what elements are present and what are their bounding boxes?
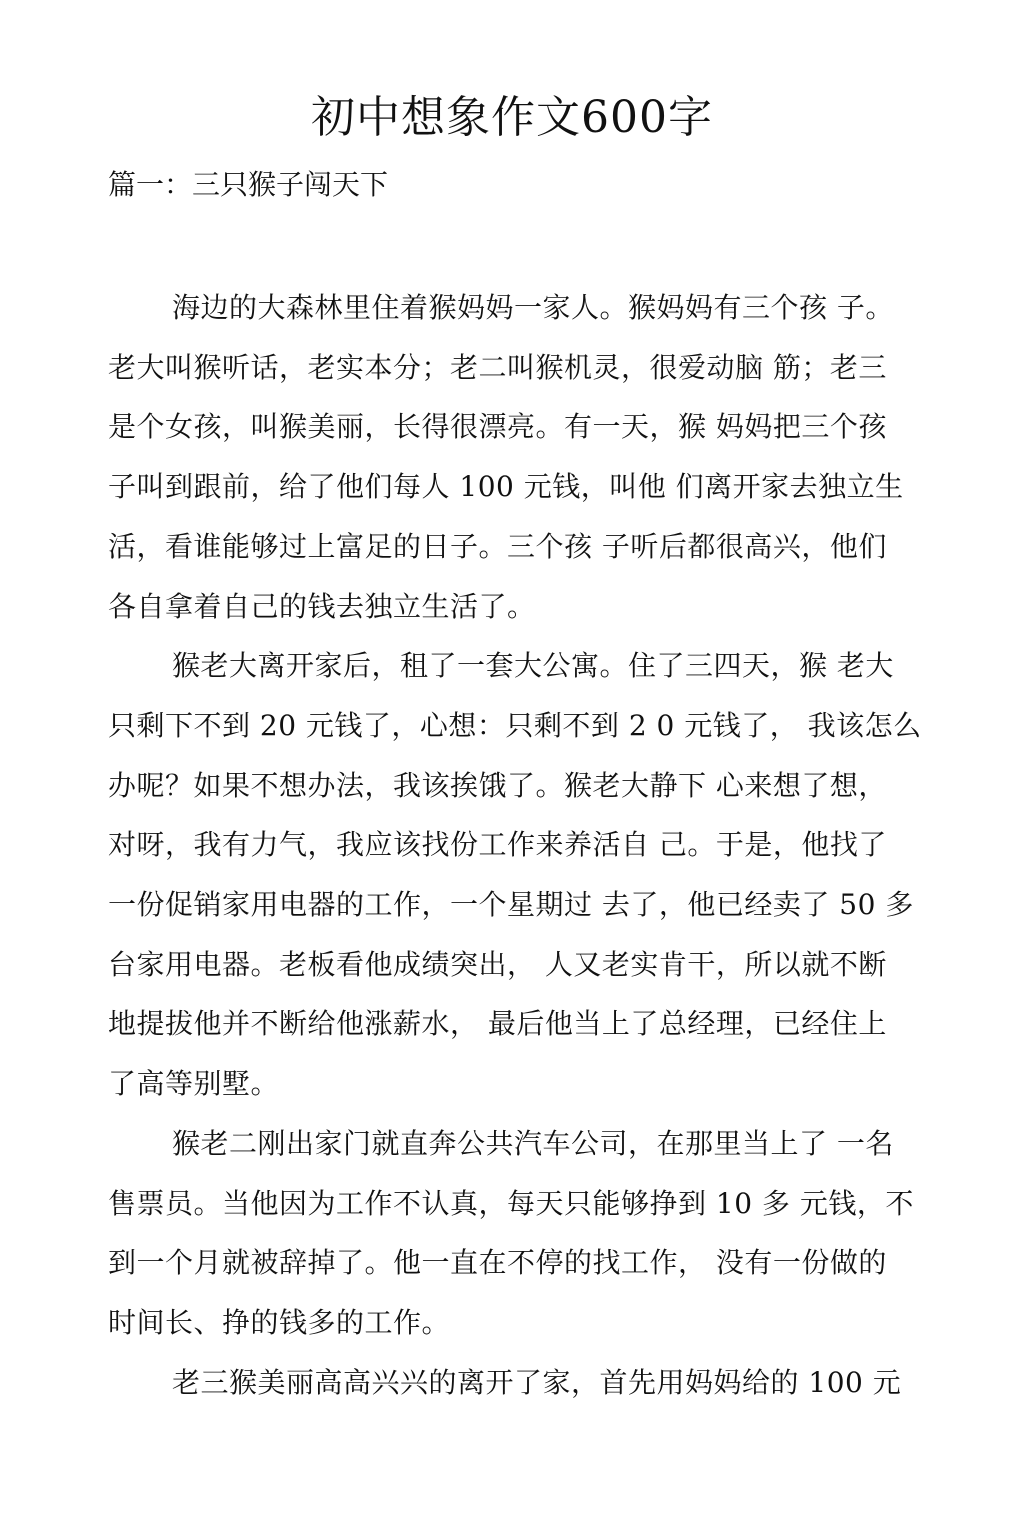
paragraph-4 [108, 1353, 938, 1413]
text-line: 老大叫猴听话，老实本分；老二叫猴机灵，很爱动脑 筋；老三 [108, 350, 887, 384]
text-line: 猴老二刚出家门就直奔公共汽车公司，在那里当上了 一名 [172, 1126, 894, 1160]
text-line: 办呢？如果不想办法，我该挨饿了。猴老大静下 心来想了想， [108, 768, 887, 802]
text-line: 子叫到跟前，给了他们每人 100 元钱，叫他 们离开家去独立生 [108, 470, 904, 504]
text-line: 海边的大森林里住着猴妈妈一家人。猴妈妈有三个孩 子。 [172, 291, 894, 324]
text-line: 地提拔他并不断给他涨薪水， 最后他当上了总经理，已经住上 [108, 1007, 887, 1041]
text-line: 一份促销家用电器的工作，一个星期过 去了，他已经卖了 50 多 [108, 888, 914, 922]
section-heading: 篇一：三只猴子闯天下 [108, 168, 389, 201]
text-line: 到一个月就被辞掉了。他一直在不停的找工作， 没有一份做的 [108, 1246, 887, 1280]
paragraph-2 [108, 636, 938, 1114]
text-line: 时间长、挣的钱多的工作。 [108, 1305, 451, 1339]
paragraph-1 [108, 278, 938, 636]
article-body [108, 278, 938, 1412]
text-line: 是个女孩，叫猴美丽，长得很漂亮。有一天，猴 妈妈把三个孩 [108, 410, 887, 444]
text-line: 各自拿着自己的钱去独立生活了。 [108, 589, 536, 623]
text-line: 售票员。当他因为工作不认真，每天只能够挣到 10 多 元钱，不 [108, 1186, 914, 1220]
text-line: 只剩下不到 20 元钱了，心想：只剩不到 2 0 元钱了， 我该怎么 [108, 708, 922, 742]
text-line: 了高等别墅。 [108, 1067, 280, 1101]
document-title: 初中想象作文600字 [311, 92, 713, 143]
paragraph-3 [108, 1114, 938, 1353]
text-line: 猴老大离开家后，租了一套大公寓。住了三四天，猴 老大 [172, 649, 894, 683]
text-line: 对呀，我有力气，我应该找份工作来养活自 己。于是，他找了 [108, 828, 887, 862]
text-line: 台家用电器。老板看他成绩突出， 人又老实肯干，所以就不断 [108, 947, 887, 981]
text-line: 活，看谁能够过上富足的日子。三个孩 子听后都很高兴，他们 [108, 529, 887, 563]
text-line: 老三猴美丽高高兴兴的离开了家，首先用妈妈给的 100 元 [172, 1365, 902, 1399]
